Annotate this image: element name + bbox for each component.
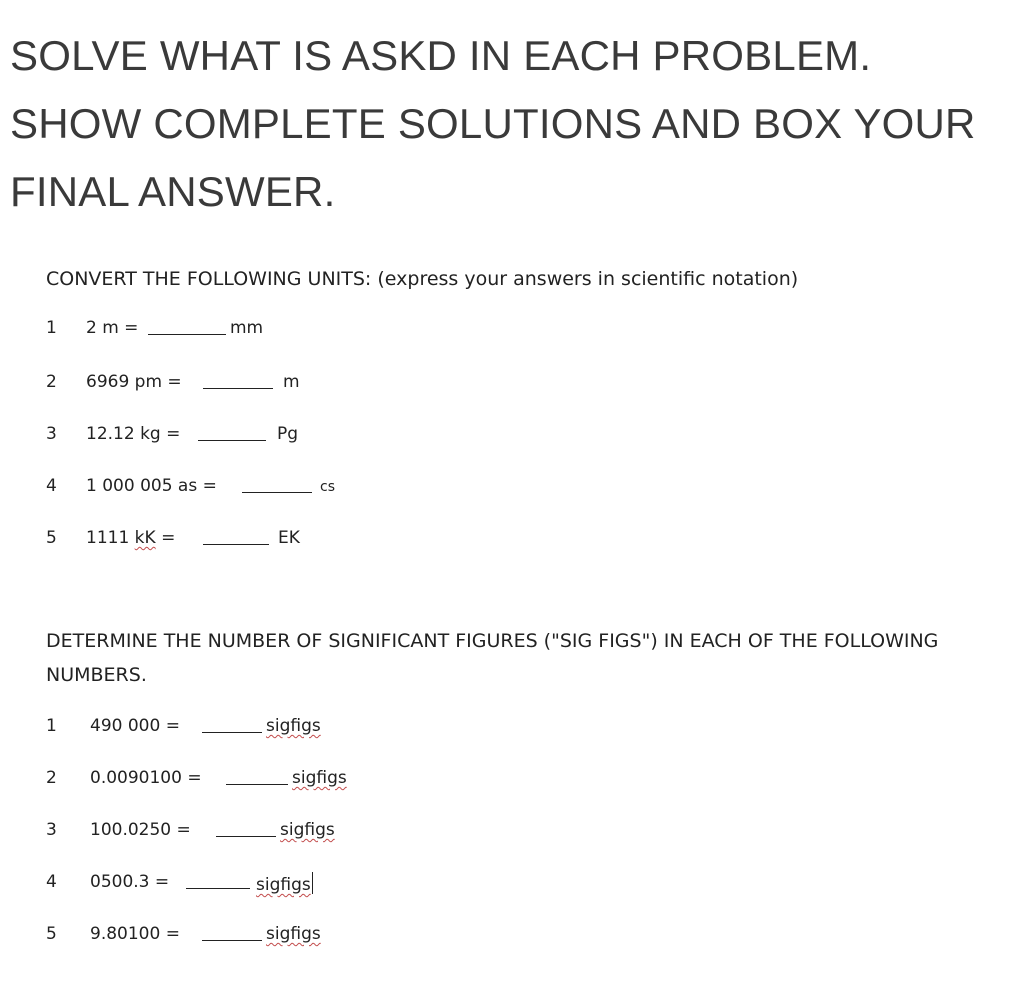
expression-unit: kK (134, 528, 156, 548)
item-unit: sigfigs (266, 716, 321, 736)
sigfig-item-2 (0, 768, 1000, 794)
expression-suffix: = (155, 528, 176, 548)
item-unit: EK (278, 528, 300, 548)
answer-blank[interactable] (202, 716, 262, 733)
item-unit: sigfigs (266, 924, 321, 944)
convert-item-5 (0, 528, 1000, 552)
sigfig-item-3 (0, 820, 1000, 846)
item-number: 2 (46, 372, 57, 392)
item-number: 1 (46, 716, 57, 736)
convert-section-title: CONVERT THE FOLLOWING UNITS: (express your answers in scientific notation) (46, 268, 799, 290)
sigfig-item-5 (0, 924, 1000, 950)
item-expression: 0.0090100 = (90, 768, 202, 788)
item-unit: sigfigs (280, 820, 335, 840)
item-number: 4 (46, 872, 57, 892)
item-expression: 12.12 kg = (86, 424, 181, 444)
answer-blank[interactable] (148, 318, 226, 335)
answer-blank[interactable] (198, 424, 266, 441)
item-number: 4 (46, 476, 57, 496)
item-expression: 2 m = (86, 318, 139, 338)
item-expression: 6969 pm = (86, 372, 182, 392)
item-number: 1 (46, 318, 57, 338)
item-unit: mm (230, 318, 264, 338)
convert-item-3 (0, 424, 1000, 448)
item-unit: cs (320, 479, 335, 495)
answer-blank[interactable] (186, 872, 250, 889)
item-number: 5 (46, 528, 57, 548)
instructions-line-2: SHOW COMPLETE SOLUTIONS AND BOX YOUR (10, 100, 976, 147)
item-number: 2 (46, 768, 57, 788)
sigfig-section-title-line-2: NUMBERS. (46, 664, 147, 686)
item-expression (86, 528, 175, 548)
item-unit: m (283, 372, 300, 392)
item-expression: 1 000 005 as = (86, 476, 217, 496)
expression-prefix: 1111 (86, 528, 135, 548)
answer-blank[interactable] (242, 476, 312, 493)
instructions-line-3: FINAL ANSWER. (10, 168, 336, 215)
convert-item-1 (0, 318, 1000, 342)
item-unit: sigfigs (256, 875, 311, 895)
instructions-line-1: SOLVE WHAT IS ASKD IN EACH PROBLEM. (10, 32, 872, 79)
convert-item-4 (0, 476, 1000, 500)
item-expression: 9.80100 = (90, 924, 180, 944)
item-expression: 100.0250 = (90, 820, 191, 840)
item-expression: 0500.3 = (90, 872, 170, 892)
answer-blank[interactable] (202, 924, 262, 941)
sigfig-item-1 (0, 716, 1000, 742)
sigfig-item-4 (0, 872, 1000, 898)
item-number: 3 (46, 820, 57, 840)
item-expression: 490 000 = (90, 716, 180, 736)
answer-blank[interactable] (216, 820, 276, 837)
answer-blank[interactable] (203, 528, 269, 545)
item-unit-with-cursor[interactable] (256, 872, 313, 895)
item-unit: sigfigs (292, 768, 347, 788)
sigfig-section-title-line-1: DETERMINE THE NUMBER OF SIGNIFICANT FIGURES ("SIG FIGS") IN EACH OF THE FOLLOWING (46, 630, 939, 652)
answer-blank[interactable] (203, 372, 273, 389)
item-number: 5 (46, 924, 57, 944)
answer-blank[interactable] (226, 768, 288, 785)
item-unit: Pg (277, 424, 299, 444)
item-number: 3 (46, 424, 57, 444)
convert-item-2 (0, 372, 1000, 396)
text-cursor (312, 872, 314, 894)
